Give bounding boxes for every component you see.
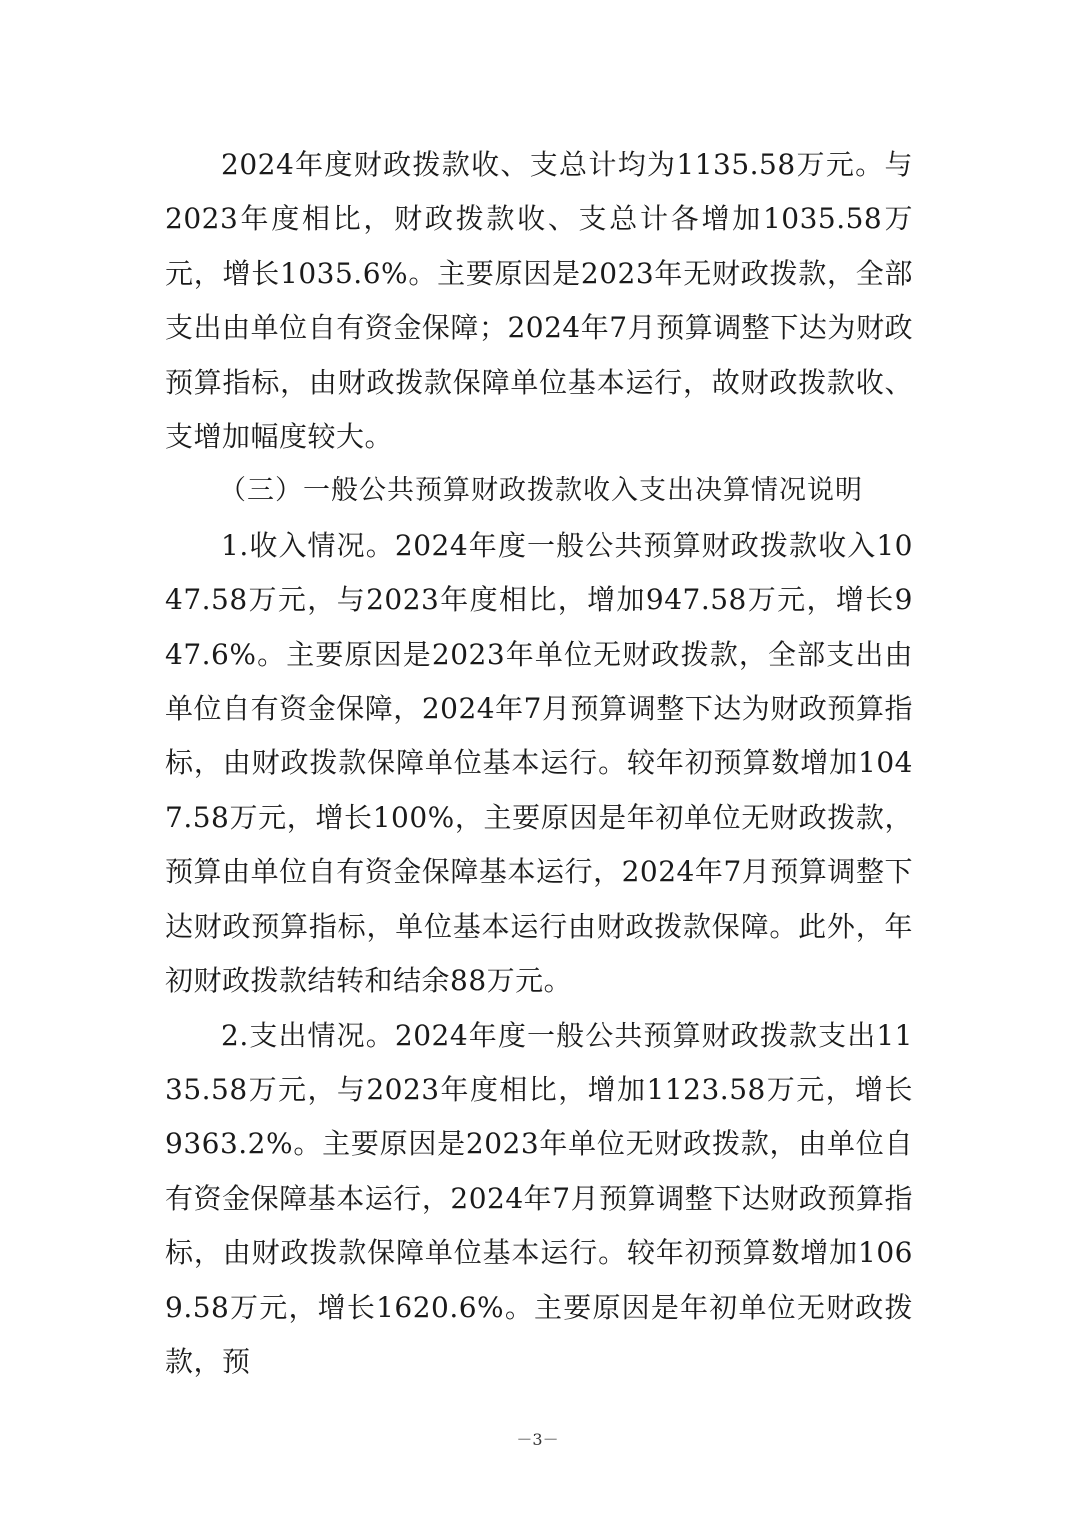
paragraph-fiscal-total: 2024年度财政拨款收、支总计均为1135.58万元。与2023年度相比，财政拨款收、支总计各增加1035.58万元，增长1035.6%。主要原因是2023年无财政拨款，全部支出由单位自有资金保障；2024年7月预算调整下达为财政预算指标，由财政拨款保障单位基本运行，故财政拨款收、支增加幅度较大。 — [165, 148, 913, 454]
section-heading-general-budget: （三）一般公共预算财政拨款收入支出决算情况说明 — [219, 475, 863, 507]
page-number: －3－ — [516, 1430, 559, 1449]
paragraph-income: 1.收入情况。2024年度一般公共预算财政拨款收入1047.58万元，与2023年度相比，增加947.58万元，增长947.6%。主要原因是2023年单位无财政拨款，全部支出由单位自有资金保障，2024年7月预算调整下达为财政预算指标，由财政拨款保障单位基本运行。较年初预算数增加1047.58万元，增长100%，主要原因是年初单位无财政拨款，预算由单位自有资金保障基本运行，2024年7月预算调整下达财政预算指标，单位基本运行由财政拨款保障。此外，年初财政拨款结转和结余88万元。 — [165, 528, 913, 998]
document-body — [165, 138, 913, 1389]
paragraph-expenditure: 2.支出情况。2024年度一般公共预算财政拨款支出1135.58万元，与2023年度相比，增加1123.58万元，增长9363.2%。主要原因是2023年单位无财政拨款，由单位自有资金保障基本运行，2024年7月预算调整下达财政预算指标，由财政拨款保障单位基本运行。较年初预算数增加1069.58万元，增长1620.6%。主要原因是年初单位无财政拨款，预 — [165, 1018, 913, 1378]
